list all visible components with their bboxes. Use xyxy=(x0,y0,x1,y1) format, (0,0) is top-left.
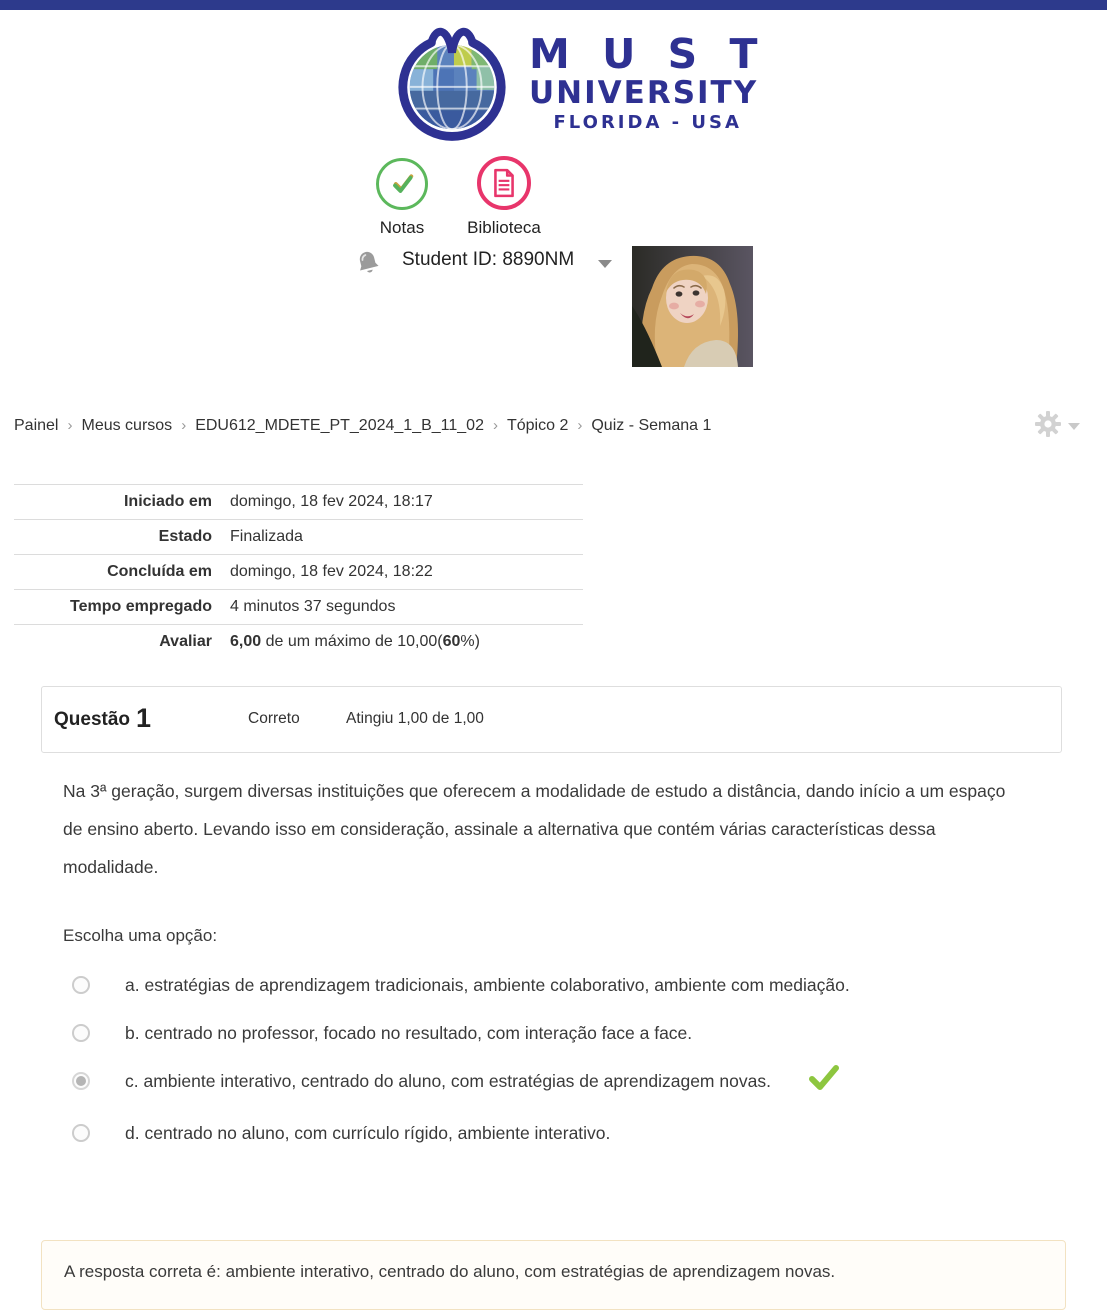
breadcrumb-topico-2[interactable]: Tópico 2 xyxy=(506,417,569,434)
breadcrumb-separator-icon: › xyxy=(181,417,187,434)
question-title xyxy=(54,703,151,734)
summary-row-concluida xyxy=(14,554,583,589)
summary-row-tempo xyxy=(14,589,583,624)
summary-value: Finalizada xyxy=(230,528,303,545)
grade-mid-text: de um máximo de 10,00( xyxy=(261,633,443,650)
breadcrumb-quiz-semana-1[interactable]: Quiz - Semana 1 xyxy=(591,417,712,434)
feedback-box xyxy=(41,1240,1066,1310)
breadcrumb-painel[interactable]: Painel xyxy=(14,417,59,434)
correct-answer-check-icon xyxy=(781,1065,839,1105)
correct-answer-text: A resposta correta é: ambiente interativo, centrado do aluno, com estratégias de aprendizagem novas. xyxy=(64,1262,836,1281)
check-circle-icon xyxy=(376,158,428,210)
option-c-radio[interactable] xyxy=(72,1072,90,1090)
breadcrumb-separator-icon: › xyxy=(492,417,498,434)
logo-wordmark xyxy=(529,22,766,136)
summary-row-estado xyxy=(14,519,583,554)
question-number: 1 xyxy=(136,703,152,733)
biblioteca-shortcut[interactable] xyxy=(449,156,559,238)
grade-score: 6,00 xyxy=(230,633,262,650)
notifications-bell-icon[interactable] xyxy=(353,248,383,278)
summary-label: Concluída em xyxy=(107,563,212,580)
choose-option-prompt: Escolha uma opção: xyxy=(63,926,218,945)
settings-menu-caret-icon[interactable] xyxy=(1068,423,1080,430)
summary-label: Avaliar xyxy=(159,633,212,650)
question-status: Correto xyxy=(248,710,300,727)
question-text: Na 3ª geração, surgem diversas instituições que oferecem a modalidade de estudo a distância, dando início a um espaço de ensino aberto. Levando isso em consideração, assinale a alternativa que contém várias características dessa modalidade. xyxy=(63,781,1006,877)
notas-shortcut[interactable] xyxy=(347,158,457,238)
grade-end-text: %) xyxy=(460,633,480,650)
summary-value: domingo, 18 fev 2024, 18:22 xyxy=(230,563,433,580)
summary-label: Tempo empregado xyxy=(70,598,212,615)
question-title-word: Questão xyxy=(54,709,131,730)
summary-row-iniciado xyxy=(14,484,583,519)
grade-value xyxy=(230,632,583,651)
breadcrumb-separator-icon: › xyxy=(577,417,583,434)
breadcrumb xyxy=(14,417,711,435)
option-a-radio[interactable] xyxy=(72,976,90,994)
option-c-label: c. ambiente interativo, centrado do aluno, com estratégias de aprendizagem novas. xyxy=(125,1071,771,1091)
user-avatar[interactable] xyxy=(632,246,753,367)
top-navy-bar xyxy=(0,0,1107,10)
option-a xyxy=(97,965,977,1005)
student-id-menu[interactable]: Student ID: 8890NM xyxy=(402,249,575,270)
option-a-text: a. estratégias de aprendizagem tradicionais, ambiente colaborativo, ambiente com mediação. xyxy=(125,975,850,995)
option-b-text: b. centrado no professor, focado no resultado, com interação face a face. xyxy=(125,1023,693,1043)
option-c xyxy=(97,1061,977,1105)
summary-label: Iniciado em xyxy=(123,493,212,510)
summary-label: Estado xyxy=(158,528,212,545)
summary-value: domingo, 18 fev 2024, 18:17 xyxy=(230,493,433,510)
logo-must: M U S T xyxy=(529,30,767,78)
student-menu-caret-icon[interactable] xyxy=(598,260,612,268)
logo-florida-usa: FLORIDA - USA xyxy=(553,112,742,133)
option-d xyxy=(97,1113,977,1153)
question-points: Atingiu 1,00 de 1,00 xyxy=(346,710,484,727)
option-d-text: d. centrado no aluno, com currículo rígido, ambiente interativo. xyxy=(125,1123,611,1143)
breadcrumb-meus-cursos[interactable]: Meus cursos xyxy=(81,417,173,434)
question-info-box xyxy=(41,686,1062,753)
document-circle-icon xyxy=(477,156,531,210)
globe-logo-icon xyxy=(393,22,511,147)
summary-row-avaliar xyxy=(14,624,583,659)
option-b-radio[interactable] xyxy=(72,1024,90,1042)
breadcrumb-course[interactable]: EDU612_MDETE_PT_2024_1_B_11_02 xyxy=(195,417,484,434)
option-c-text xyxy=(97,1061,977,1105)
gear-icon xyxy=(1034,410,1062,438)
option-d-radio[interactable] xyxy=(72,1124,90,1142)
answer-options xyxy=(97,965,977,1161)
logo-university: UNIVERSITY xyxy=(529,75,759,111)
summary-value: 4 minutos 37 segundos xyxy=(230,598,396,615)
breadcrumb-separator-icon: › xyxy=(67,417,73,434)
notas-label: Notas xyxy=(379,218,425,237)
option-b xyxy=(97,1013,977,1053)
university-logo[interactable] xyxy=(393,22,766,147)
biblioteca-label: Biblioteca xyxy=(467,218,541,237)
grade-percent: 60 xyxy=(442,633,461,650)
attempt-summary-table xyxy=(14,484,583,659)
